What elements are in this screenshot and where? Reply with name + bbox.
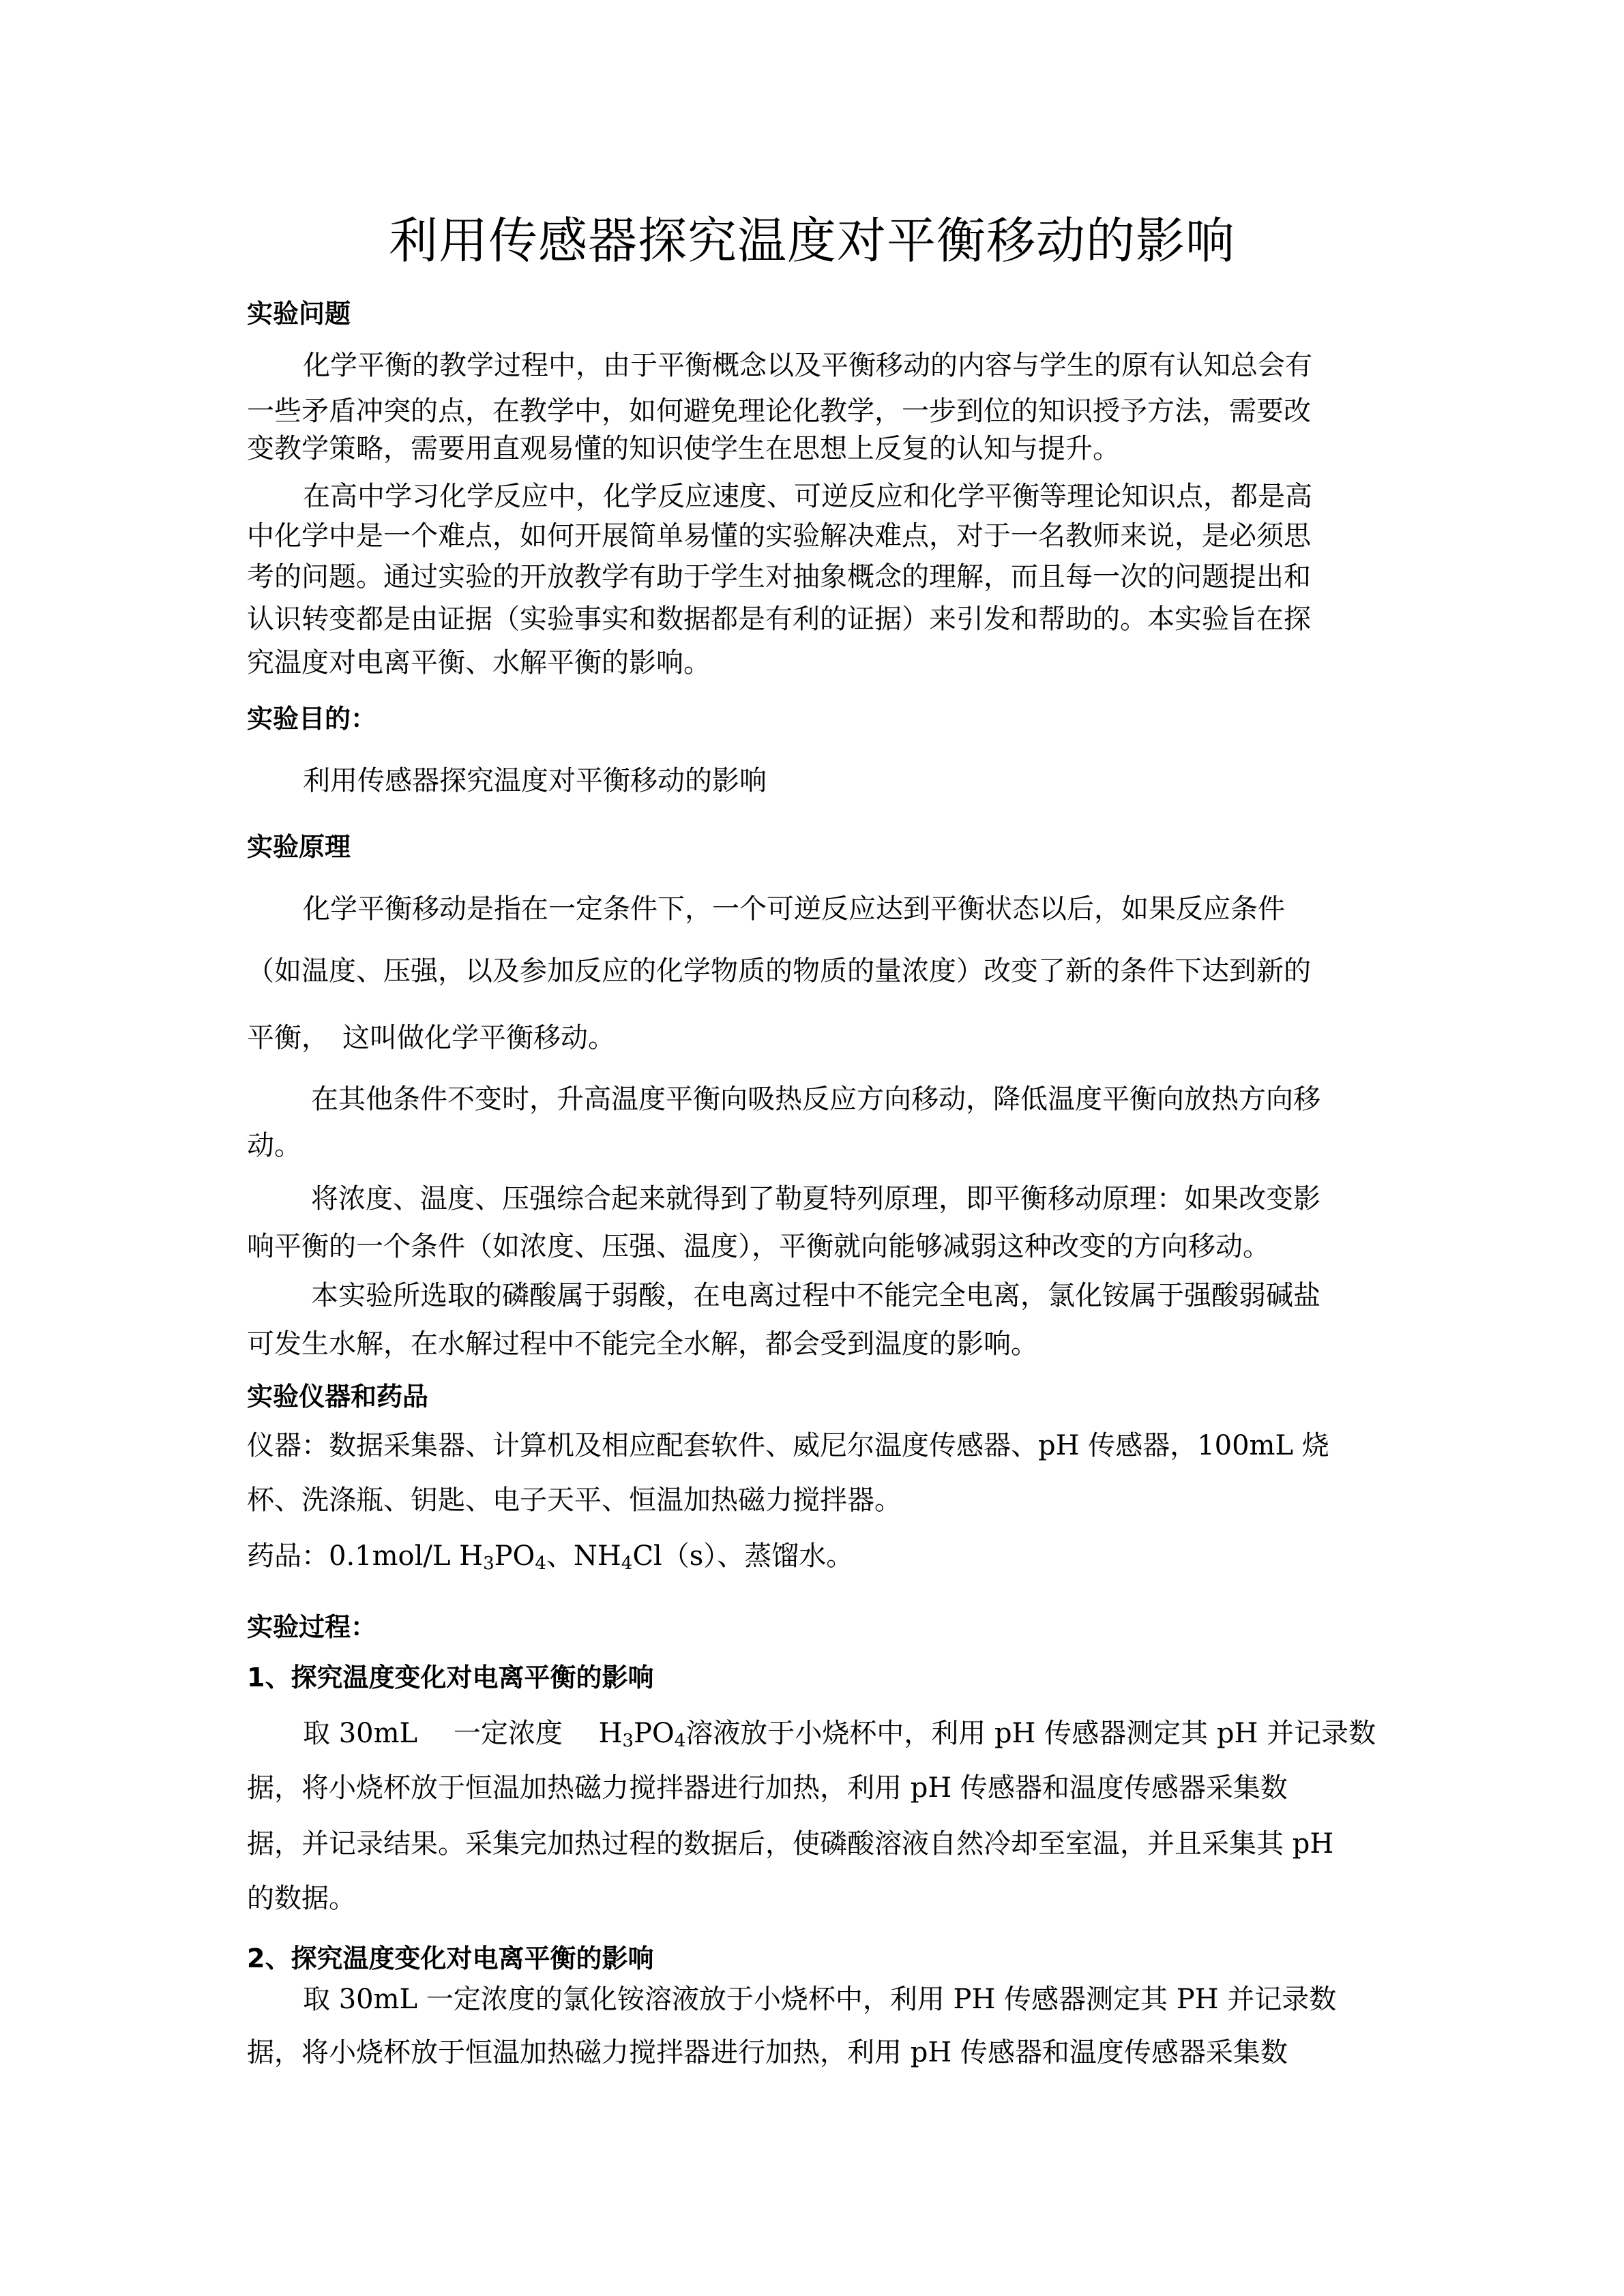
principle-line-2: （如温度、压强，以及参加反应的化学物质的物质的量浓度）改变了新的条件下达到新的 (247, 955, 1311, 987)
reagents-prefix: 药品：0.1mol/L H (247, 1540, 484, 1572)
principle-line-6: 将浓度、温度、压强综合起来就得到了勒夏特列原理，即平衡移动原理：如果改变影 (311, 1183, 1320, 1214)
principle-line-9: 可发生水解，在水解过程中不能完全水解，都会受到温度的影响。 (247, 1328, 1038, 1360)
reagents-mid-1: PO (494, 1540, 535, 1572)
step1-line1-suffix: 溶液放于小烧杯中，利用 pH 传感器测定其 pH 并记录数 (685, 1718, 1376, 1749)
instruments-line-2: 杯、洗涤瓶、钥匙、电子天平、恒温加热磁力搅拌器。 (247, 1485, 902, 1516)
step1-line1-mid: PO (633, 1718, 675, 1749)
reagents-sub-2: 4 (535, 1553, 546, 1574)
principle-line-8: 本实验所选取的磷酸属于弱酸，在电离过程中不能完全电离，氯化铵属于强酸弱碱盐 (311, 1280, 1320, 1311)
problem-line-7: 认识转变都是由证据（实验事实和数据都是有利的证据）来引发和帮助的。本实验旨在探 (247, 603, 1311, 635)
reagents-suffix: Cl（s）、蒸馏水。 (632, 1540, 854, 1572)
step1-heading: 1、探究温度变化对电离平衡的影响 (247, 1663, 654, 1693)
step2-line-2: 据，将小烧杯放于恒温加热磁力搅拌器进行加热，利用 pH 传感器和温度传感器采集数 (247, 2037, 1288, 2068)
reagents-sub-3: 4 (621, 1553, 633, 1574)
step1-line-2: 据，将小烧杯放于恒温加热磁力搅拌器进行加热，利用 pH 传感器和温度传感器采集数 (247, 1772, 1288, 1804)
document-title: 利用传感器探究温度对平衡移动的影响 (388, 212, 1235, 269)
principle-line-3: 平衡， 这叫做化学平衡移动。 (247, 1022, 615, 1054)
step1-line1-sub-2: 4 (674, 1731, 686, 1751)
instruments-line-1: 仪器：数据采集器、计算机及相应配套软件、威尼尔温度传感器、pH 传感器，100mL 烧 (247, 1430, 1329, 1461)
reagents-mid-2: 、NH (546, 1540, 621, 1572)
principle-line-7: 响平衡的一个条件（如浓度、压强、温度），平衡就向能够减弱这种改变的方向移动。 (247, 1231, 1270, 1262)
problem-line-3: 变教学策略，需要用直观易懂的知识使学生在思想上反复的认知与提升。 (247, 433, 1120, 464)
problem-line-2: 一些矛盾冲突的点，在教学中，如何避免理论化教学，一步到位的知识授予方法，需要改 (247, 396, 1311, 427)
step1-line-1 (303, 1714, 1376, 1753)
problem-line-8: 究温度对电离平衡、水解平衡的影响。 (247, 647, 711, 679)
section-heading-process: 实验过程： (247, 1612, 377, 1642)
section-heading-materials: 实验仪器和药品 (247, 1382, 429, 1412)
problem-line-4: 在高中学习化学反应中，化学反应速度、可逆反应和化学平衡等理论知识点，都是高 (303, 481, 1312, 512)
reagents-line (247, 1537, 853, 1575)
step1-line1-sub-1: 3 (622, 1731, 634, 1751)
section-heading-purpose: 实验目的： (247, 704, 377, 734)
principle-line-4: 在其他条件不变时，升高温度平衡向吸热反应方向移动，降低温度平衡向放热方向移 (311, 1084, 1320, 1115)
problem-line-6: 考的问题。通过实验的开放教学有助于学生对抽象概念的理解，而且每一次的问题提出和 (247, 561, 1311, 593)
step1-line-4: 的数据。 (247, 1883, 356, 1914)
principle-line-1: 化学平衡移动是指在一定条件下，一个可逆反应达到平衡状态以后，如果反应条件 (303, 893, 1285, 925)
problem-line-1: 化学平衡的教学过程中，由于平衡概念以及平衡移动的内容与学生的原有认知总会有 (303, 350, 1312, 381)
principle-line-5: 动。 (247, 1130, 301, 1161)
purpose-text: 利用传感器探究温度对平衡移动的影响 (303, 765, 767, 796)
problem-line-5: 中化学中是一个难点，如何开展简单易懂的实验解决难点，对于一名教师来说，是必须思 (247, 520, 1311, 552)
step2-heading: 2、探究温度变化对电离平衡的影响 (247, 1943, 654, 1973)
section-heading-principle: 实验原理 (247, 832, 351, 862)
section-heading-problem: 实验问题 (247, 299, 351, 329)
reagents-sub-1: 3 (483, 1553, 494, 1574)
step2-line-1: 取 30mL 一定浓度的氯化铵溶液放于小烧杯中，利用 PH 传感器测定其 PH 并记录数 (303, 1984, 1337, 2015)
step1-line-3: 据，并记录结果。采集完加热过程的数据后，使磷酸溶液自然冷却至室温，并且采集其 pH (247, 1828, 1334, 1860)
step1-line1-prefix: 取 30mL 一定浓度 H (303, 1718, 623, 1749)
